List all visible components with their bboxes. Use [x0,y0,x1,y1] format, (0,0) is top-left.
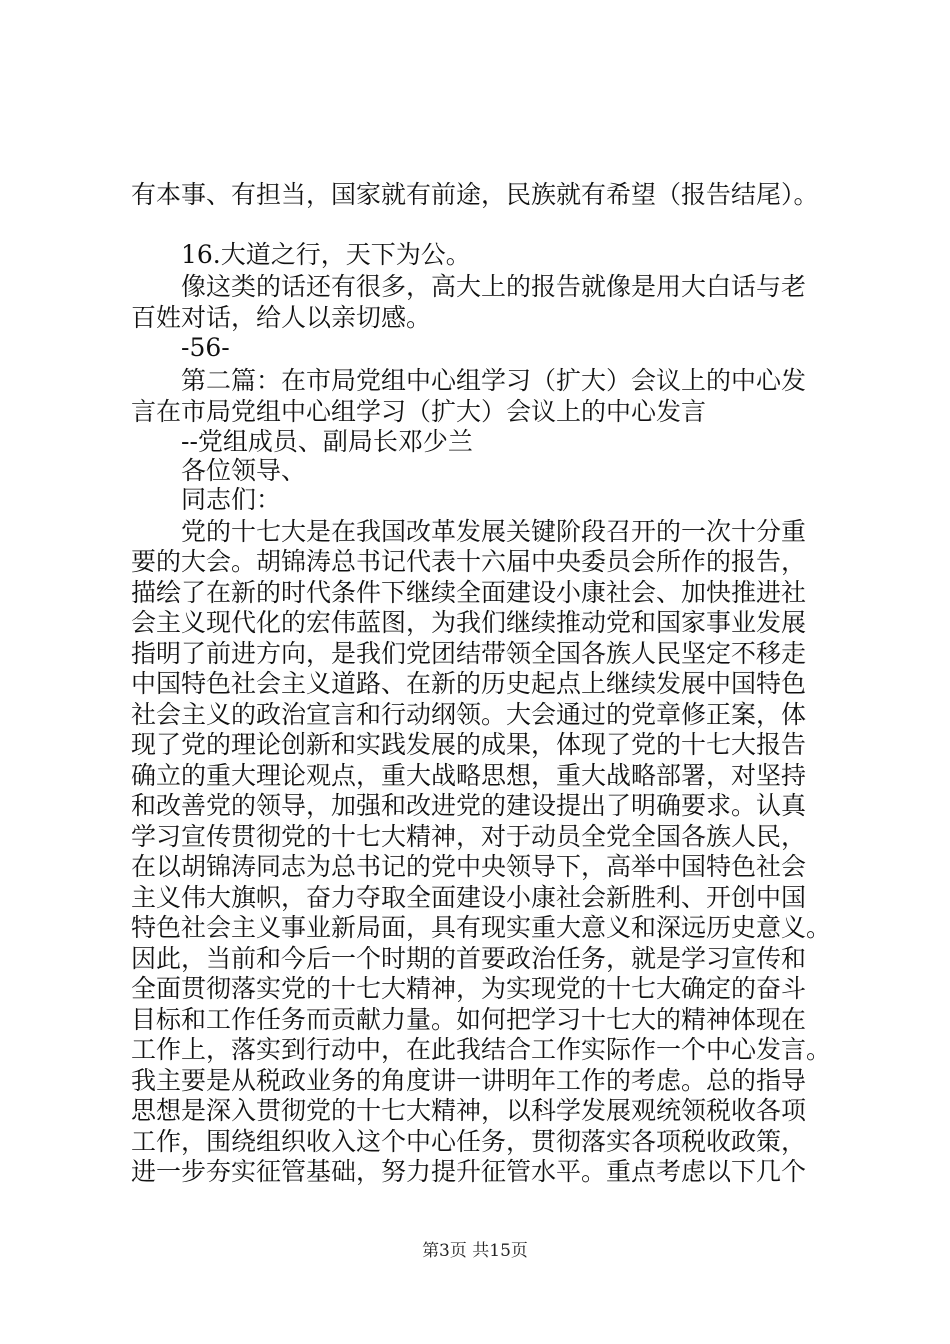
text-line: 描绘了在新的时代条件下继续全面建设小康社会、加快推进社 [131,578,807,607]
text-line: 像这类的话还有很多，高大上的报告就像是用大白话与老 [181,272,807,301]
text-line: 有本事、有担当，国家就有前途，民族就有希望（报告结尾）。 [131,180,819,209]
text-line: 确立的重大理论观点，重大战略思想，重大战略部署，对坚持 [131,761,807,790]
text-line: 要的大会。胡锦涛总书记代表十六届中央委员会所作的报告， [131,547,807,576]
text-line: 工作上，落实到行动中，在此我结合工作实际作一个中心发言。 [131,1035,832,1064]
text-line: 同志们： [181,485,282,514]
text-line: 全面贯彻落实党的十七大精神，为实现党的十七大确定的奋斗 [131,974,807,1003]
text-line: 现了党的理论创新和实践发展的成果，体现了党的十七大报告 [131,730,807,759]
text-line: 会主义现代化的宏伟蓝图，为我们继续推动党和国家事业发展 [131,608,807,637]
text-line: 特色社会主义事业新局面，具有现实重大意义和深远历史意义。 [131,913,832,942]
text-line: 各位领导、 [181,456,307,485]
text-line: -56- [181,333,230,362]
text-line: 社会主义的政治宣言和行动纲领。大会通过的党章修正案，体 [131,700,807,729]
text-line: 指明了前进方向，是我们党团结带领全国各族人民坚定不移走 [131,639,807,668]
text-line: 思想是深入贯彻党的十七大精神，以科学发展观统领税收各项 [131,1096,807,1125]
text-line: 工作，围绕组织收入这个中心任务，贯彻落实各项税收政策， [131,1127,807,1156]
text-line: 目标和工作任务而贡献力量。如何把学习十七大的精神体现在 [131,1005,807,1034]
text-line: 言在市局党组中心组学习（扩大）会议上的中心发言 [131,397,707,426]
text-line: 我主要是从税政业务的角度讲一讲明年工作的考虑。总的指导 [131,1066,807,1095]
text-line: 在以胡锦涛同志为总书记的党中央领导下，高举中国特色社会 [131,852,807,881]
text-line: 主义伟大旗帜，奋力夺取全面建设小康社会新胜利、开创中国 [131,883,807,912]
text-line: 中国特色社会主义道路、在新的历史起点上继续发展中国特色 [131,669,807,698]
text-line: 16.大道之行，天下为公。 [181,240,471,269]
page-number-footer: 第3页 共15页 [422,1241,528,1261]
text-line: 党的十七大是在我国改革发展关键阶段召开的一次十分重 [181,517,807,546]
text-line: 和改善党的领导，加强和改进党的建设提出了明确要求。认真 [131,791,807,820]
text-line: 学习宣传贯彻党的十七大精神，对于动员全党全国各族人民， [131,822,807,851]
text-line: 进一步夯实征管基础，努力提升征管水平。重点考虑以下几个 [131,1157,807,1186]
text-line: 第二篇：在市局党组中心组学习（扩大）会议上的中心发 [181,366,807,395]
text-line: 百姓对话，给人以亲切感。 [131,303,432,332]
text-line: --党组成员、副局长邓少兰 [181,427,473,456]
text-line: 因此，当前和今后一个时期的首要政治任务，就是学习宣传和 [131,944,807,973]
